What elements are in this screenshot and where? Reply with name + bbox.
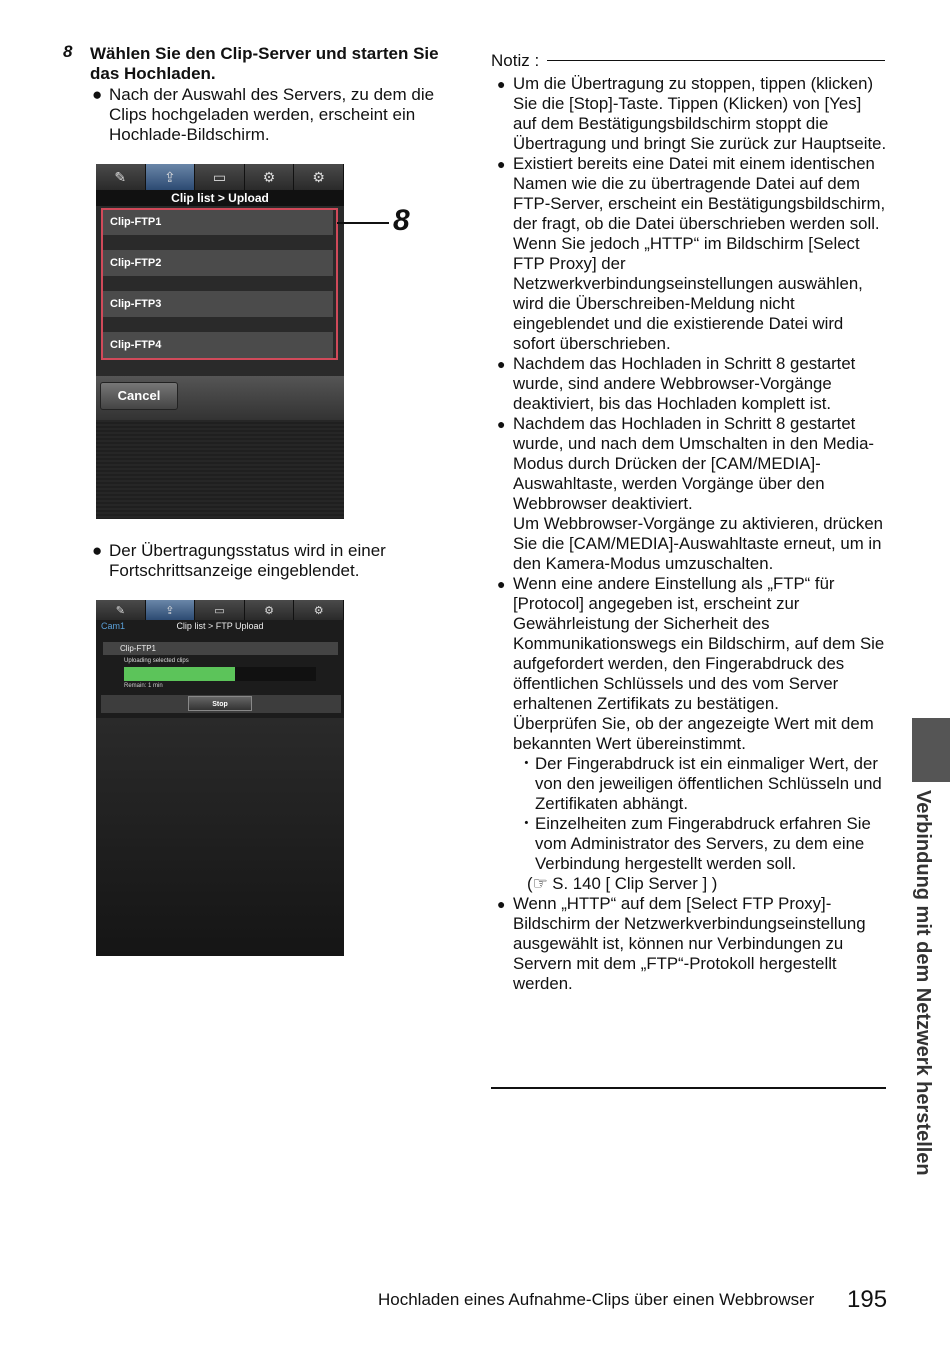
- bullet-dot: ●: [497, 896, 506, 912]
- tab-bar: [96, 600, 344, 620]
- note-text: Wenn eine andere Einstellung als „FTP“ für [Protocol] angegeben ist, erscheint zur Gewährleistung der Sicherheit des Kommunikationswegs ein Bildschirm, auf dem Sie aufgefordert werden, den Fingerabdruck des öffentlichen Schlüssels und des vom Server erhaltenen Zertifikats zu bestätigen.: [513, 574, 885, 713]
- stop-button[interactable]: Stop: [188, 696, 252, 711]
- clip-name: Clip-FTP1: [103, 642, 338, 655]
- progress-fill: [124, 667, 235, 681]
- sub-note: [518, 754, 888, 814]
- note-text: Nachdem das Hochladen in Schritt 8 gestartet wurde, sind andere Webbrowser-Vorgänge deaktiviert, bis das Hochladen komplett ist.: [513, 354, 856, 413]
- ftp-upload-screen: [96, 600, 344, 956]
- sub-note-text: Der Fingerabdruck ist ein einmaliger Wert, der von den jeweiligen öffentlichen Schlüsseln und Zertifikaten abhängt.: [535, 754, 882, 813]
- note-item: [497, 354, 888, 414]
- tab-settings-icon[interactable]: ⚙: [294, 600, 344, 620]
- divider: [547, 60, 885, 61]
- upload-screen: [96, 164, 344, 519]
- empty-area: [96, 718, 344, 956]
- sub-note: [518, 814, 888, 874]
- note-item: [497, 154, 888, 354]
- note-text: Wenn „HTTP“ auf dem [Select FTP Proxy]-Bildschirm der Netzwerkverbindungseinstellung ausgewählt ist, können nur Verbindungen zu Servern mit dem „FTP“-Protokoll hergestellt werden.: [513, 894, 866, 993]
- cancel-button[interactable]: Cancel: [100, 382, 178, 410]
- cancel-bar: [96, 376, 344, 420]
- bullet-dot: ●: [497, 76, 506, 92]
- step-title: Wählen Sie den Clip-Server und starten Sie das Hochladen.: [90, 44, 439, 83]
- callout-line: [337, 222, 389, 224]
- notes-list: [497, 74, 888, 994]
- note-item: [497, 574, 888, 894]
- footer-text: Hochladen eines Aufnahme-Clips über einen Webbrowser: [378, 1290, 815, 1309]
- tab-view-icon[interactable]: ▭: [195, 164, 245, 190]
- uploading-label: Uploading selected clips: [124, 658, 189, 664]
- tab-view-icon[interactable]: ▭: [195, 600, 245, 620]
- note-text: Um Webbrowser-Vorgänge zu aktivieren, drücken Sie die [CAM/MEDIA]-Auswahltaste erneut, um in den Kamera-Modus umzuschalten.: [513, 514, 883, 573]
- page-reference[interactable]: (☞ S. 140 [ Clip Server ] ): [527, 874, 718, 893]
- bullet-dot: ●: [497, 156, 506, 172]
- chapter-tab-marker: [912, 718, 950, 782]
- step-bullet-2-text: Der Übertragungsstatus wird in einer Fortschrittsanzeige eingeblendet.: [109, 541, 386, 580]
- progress-bar: [124, 667, 316, 681]
- empty-area: [96, 420, 344, 519]
- divider: [491, 1087, 886, 1089]
- note-text: Um die Übertragung zu stoppen, tippen (klicken) Sie die [Stop]-Taste. Tippen (Klicken) von [Yes] auf dem Bestätigungsbildschirm stoppt die Übertragung und bringt Sie zurück zur Hauptseite.: [513, 74, 887, 153]
- clip-item[interactable]: Clip-FTP3: [103, 291, 333, 317]
- tab-upload-icon[interactable]: ⇪: [146, 164, 196, 190]
- note-text: Existiert bereits eine Datei mit einem identischen Namen wie die zu übertragende Datei auf dem FTP-Server, erscheint ein Bestätigungsbildschirm, der fragt, ob die Datei überschrieben werden soll.: [513, 154, 886, 233]
- sub-note-text: Einzelheiten zum Fingerabdruck erfahren Sie vom Administrator des Servers, zu dem eine Verbindung hergestellt werden soll.: [535, 814, 871, 873]
- tab-camera-settings-icon[interactable]: ⚙: [245, 164, 295, 190]
- notes-label: Notiz :: [491, 51, 540, 70]
- callout-number: 8: [393, 204, 410, 237]
- note-text: Überprüfen Sie, ob der angezeigte Wert mit dem bekannten Wert übereinstimmt.: [513, 714, 874, 753]
- step-number: 8: [63, 42, 73, 61]
- clip-item[interactable]: Clip-FTP1: [103, 209, 333, 235]
- note-item: [497, 414, 888, 574]
- camera-name: Cam1: [101, 621, 126, 631]
- bullet-dot: ●: [92, 541, 103, 560]
- page-number: 195: [847, 1286, 888, 1313]
- tab-edit-icon[interactable]: ✎: [96, 600, 146, 620]
- bullet-dot: ●: [92, 85, 103, 104]
- sub-bullet: ・: [518, 754, 535, 773]
- step-bullet-2: [92, 541, 429, 581]
- highlight-box: [101, 208, 338, 360]
- tab-edit-icon[interactable]: ✎: [96, 164, 146, 190]
- note-text: Wenn Sie jedoch „HTTP“ im Bildschirm [Select FTP Proxy] der Netzwerkverbindungseinstellungen auswählen, wird die Überschreiben-Meldung nicht eingeblendet und die existierende Datei wird sofort überschrieben.: [513, 234, 863, 353]
- bullet-dot: ●: [497, 576, 506, 592]
- step-bullet-1-text: Nach der Auswahl des Servers, zu dem die Clips hochgeladen werden, erscheint ein Hochlade-Bildschirm.: [109, 85, 435, 144]
- note-item: [497, 74, 888, 154]
- note-text: Nachdem das Hochladen in Schritt 8 gestartet wurde, und nach dem Umschalten in den Media-Modus durch Drücken der [CAM/MEDIA]-Auswahltaste, werden Vorgänge über den Webbrowser deaktiviert.: [513, 414, 874, 513]
- screen-title: Clip list > Upload: [96, 190, 344, 206]
- sub-bullet: ・: [518, 814, 535, 833]
- note-item: [497, 894, 888, 994]
- tab-camera-settings-icon[interactable]: ⚙: [245, 600, 295, 620]
- screen-title-bar: [96, 620, 344, 633]
- clip-item[interactable]: Clip-FTP2: [103, 250, 333, 276]
- clip-item[interactable]: Clip-FTP4: [103, 332, 333, 358]
- tab-bar: [96, 164, 344, 190]
- remaining-time: Remain: 1 min: [124, 683, 163, 689]
- tab-settings-icon[interactable]: ⚙: [294, 164, 344, 190]
- step-bullet-1: [92, 85, 469, 145]
- chapter-title: Verbindung mit dem Netzwerk herstellen: [912, 790, 934, 1176]
- screen-title: Clip list > FTP Upload: [176, 621, 264, 631]
- stop-bar: [101, 695, 341, 713]
- tab-upload-icon[interactable]: ⇪: [146, 600, 196, 620]
- bullet-dot: ●: [497, 416, 506, 432]
- bullet-dot: ●: [497, 356, 506, 372]
